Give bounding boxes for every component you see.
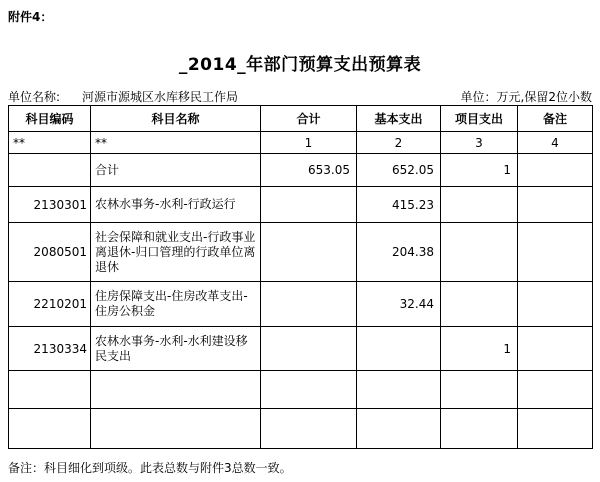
cell-code: 2130334: [9, 327, 91, 371]
cell-note: [518, 187, 593, 223]
cell-code: [9, 154, 91, 187]
table-row: [9, 409, 593, 449]
index-cell: **: [9, 132, 91, 154]
cell-name: 合计: [91, 154, 261, 187]
index-cell: 1: [261, 132, 357, 154]
cell-basic: [357, 327, 441, 371]
index-row: [9, 132, 593, 154]
cell-note: [518, 371, 593, 409]
table-row: [9, 371, 593, 409]
footer-note: 备注：科目细化到项级。此表总数与附件3总数一致。: [8, 461, 292, 475]
cell-total: [261, 409, 357, 449]
header-project-expenditure: 项目支出: [441, 106, 518, 132]
cell-code: 2210201: [9, 282, 91, 327]
header-total: 合计: [261, 106, 357, 132]
unit-name-group: [8, 88, 238, 105]
cell-project: [441, 223, 518, 282]
cell-basic: 652.05: [357, 154, 441, 187]
cell-name: [91, 371, 261, 409]
table-row: [9, 154, 593, 187]
header-subject-name: 科目名称: [91, 106, 261, 132]
cell-name: 农林水事务-水利-行政运行: [91, 187, 261, 223]
table-row: [9, 187, 593, 223]
cell-basic: [357, 409, 441, 449]
cell-project: [441, 409, 518, 449]
cell-note: [518, 327, 593, 371]
cell-total: [261, 187, 357, 223]
cell-basic: [357, 371, 441, 409]
cell-project: 1: [441, 327, 518, 371]
unit-name-label: 单位名称:: [8, 89, 61, 104]
cell-total: [261, 223, 357, 282]
cell-basic: 204.38: [357, 223, 441, 282]
cell-code: 2130301: [9, 187, 91, 223]
cell-project: [441, 187, 518, 223]
cell-basic: 32.44: [357, 282, 441, 327]
cell-note: [518, 282, 593, 327]
document-title: _2014_年部门预算支出预算表: [178, 55, 422, 75]
unit-info-row: [8, 88, 592, 104]
table-row: [9, 223, 593, 282]
cell-name: 社会保障和就业支出-行政事业离退休-归口管理的行政单位离退休: [91, 223, 261, 282]
cell-note: [518, 409, 593, 449]
index-cell: **: [91, 132, 261, 154]
table-header-row: [9, 106, 593, 132]
cell-code: [9, 409, 91, 449]
table-row: [9, 282, 593, 327]
cell-name: 农林水事务-水利-水利建设移民支出: [91, 327, 261, 371]
cell-name: 住房保障支出-住房改革支出-住房公积金: [91, 282, 261, 327]
cell-note: [518, 154, 593, 187]
unit-name-value: 河源市源城区水库移民工作局: [82, 89, 239, 104]
cell-total: [261, 371, 357, 409]
attachment-label: 附件4：: [8, 10, 53, 24]
cell-name: [91, 409, 261, 449]
table-row: [9, 327, 593, 371]
index-cell: 3: [441, 132, 518, 154]
unit-measure: 单位：万元,保留2位小数: [460, 89, 592, 104]
cell-code: [9, 371, 91, 409]
index-cell: 2: [357, 132, 441, 154]
cell-project: 1: [441, 154, 518, 187]
header-remarks: 备注: [518, 106, 593, 132]
cell-total: [261, 327, 357, 371]
cell-total: 653.05: [261, 154, 357, 187]
cell-note: [518, 223, 593, 282]
budget-table: [8, 105, 593, 449]
cell-project: [441, 282, 518, 327]
header-basic-expenditure: 基本支出: [357, 106, 441, 132]
cell-code: 2080501: [9, 223, 91, 282]
cell-total: [261, 282, 357, 327]
cell-basic: 415.23: [357, 187, 441, 223]
cell-project: [441, 371, 518, 409]
index-cell: 4: [518, 132, 593, 154]
header-subject-code: 科目编码: [9, 106, 91, 132]
